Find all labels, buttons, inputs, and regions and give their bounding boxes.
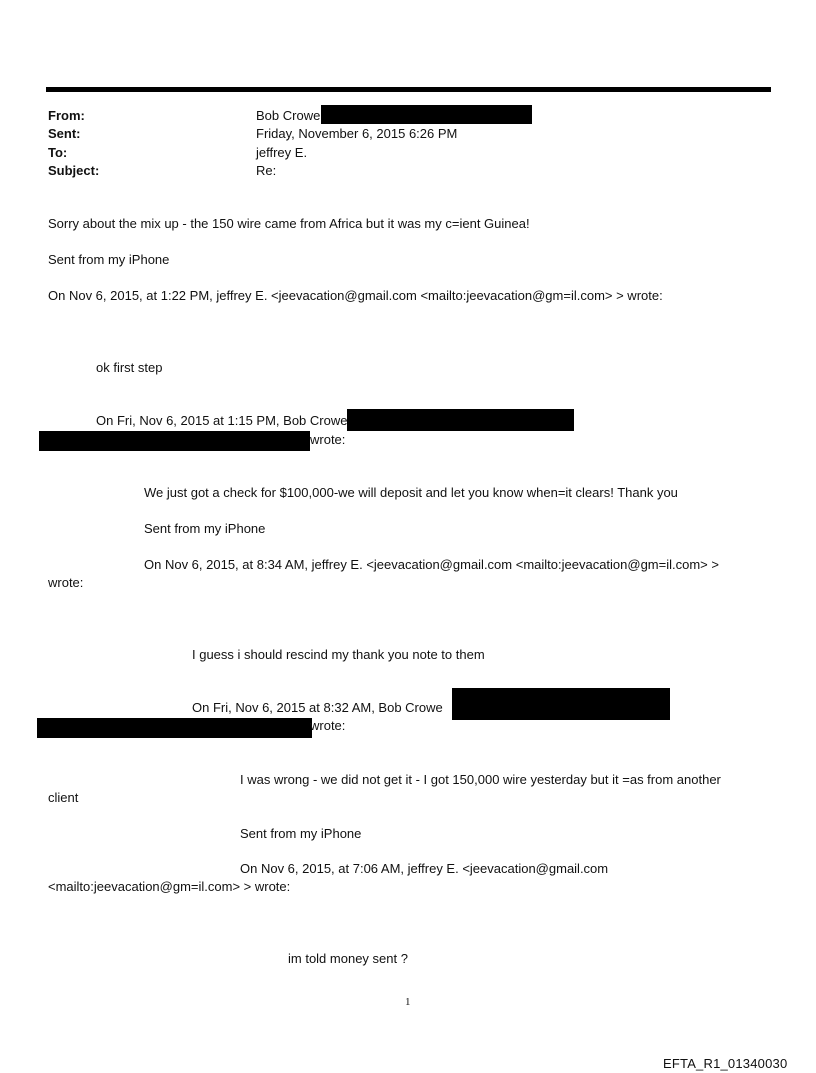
quote-header: On Fri, Nov 6, 2015 at 1:15 PM, Bob Crowe	[96, 413, 348, 428]
redaction-box	[452, 688, 670, 720]
redaction-box	[39, 431, 310, 451]
quote-header: wrote:	[48, 575, 84, 590]
sent-label: Sent:	[48, 126, 81, 141]
quote-header: On Nov 6, 2015, at 1:22 PM, jeffrey E. <jeevacation@gmail.com <mailto:jeevacation@gm=il.com> > wrote:	[48, 288, 663, 303]
quote-header: <mailto:jeevacation@gm=il.com> > wrote:	[48, 879, 291, 894]
quote-header: On Fri, Nov 6, 2015 at 8:32 AM, Bob Crowe	[192, 700, 443, 715]
message-line: I guess i should rescind my thank you note to them	[192, 647, 485, 662]
subject-label: Subject:	[48, 163, 100, 178]
redaction-box	[321, 105, 532, 124]
subject-value: Re:	[256, 163, 277, 178]
quote-header: wrote:	[310, 718, 346, 733]
message-line: ok first step	[96, 360, 163, 375]
message-line: Sorry about the mix up - the 150 wire came from Africa but it was my c=ient Guinea!	[48, 216, 530, 231]
message-line: client	[48, 790, 79, 805]
redaction-box	[37, 718, 312, 738]
signature-line: Sent from my iPhone	[240, 826, 362, 841]
from-value: Bob Crowe	[256, 108, 321, 123]
message-line: I was wrong - we did not get it - I got 150,000 wire yesterday but it =as from another	[240, 772, 721, 787]
sent-value: Friday, November 6, 2015 6:26 PM	[256, 126, 458, 141]
quote-header: On Nov 6, 2015, at 8:34 AM, jeffrey E. <jeevacation@gmail.com <mailto:jeevacation@gm=il.com> >	[144, 557, 719, 572]
page-number: 1	[405, 996, 411, 1008]
to-value: jeffrey E.	[256, 145, 308, 160]
from-label: From:	[48, 108, 85, 123]
signature-line: Sent from my iPhone	[48, 252, 170, 267]
header-rule	[46, 87, 771, 92]
quote-header: wrote:	[310, 432, 346, 447]
redaction-box	[347, 409, 574, 431]
to-label: To:	[48, 145, 68, 160]
message-line: im told money sent ?	[288, 951, 408, 966]
message-line: We just got a check for $100,000-we will deposit and let you know when=it clears! Thank you	[144, 485, 678, 500]
quote-header: On Nov 6, 2015, at 7:06 AM, jeffrey E. <jeevacation@gmail.com	[240, 861, 609, 876]
bates-number: EFTA_R1_01340030	[663, 1056, 788, 1071]
signature-line: Sent from my iPhone	[144, 521, 266, 536]
